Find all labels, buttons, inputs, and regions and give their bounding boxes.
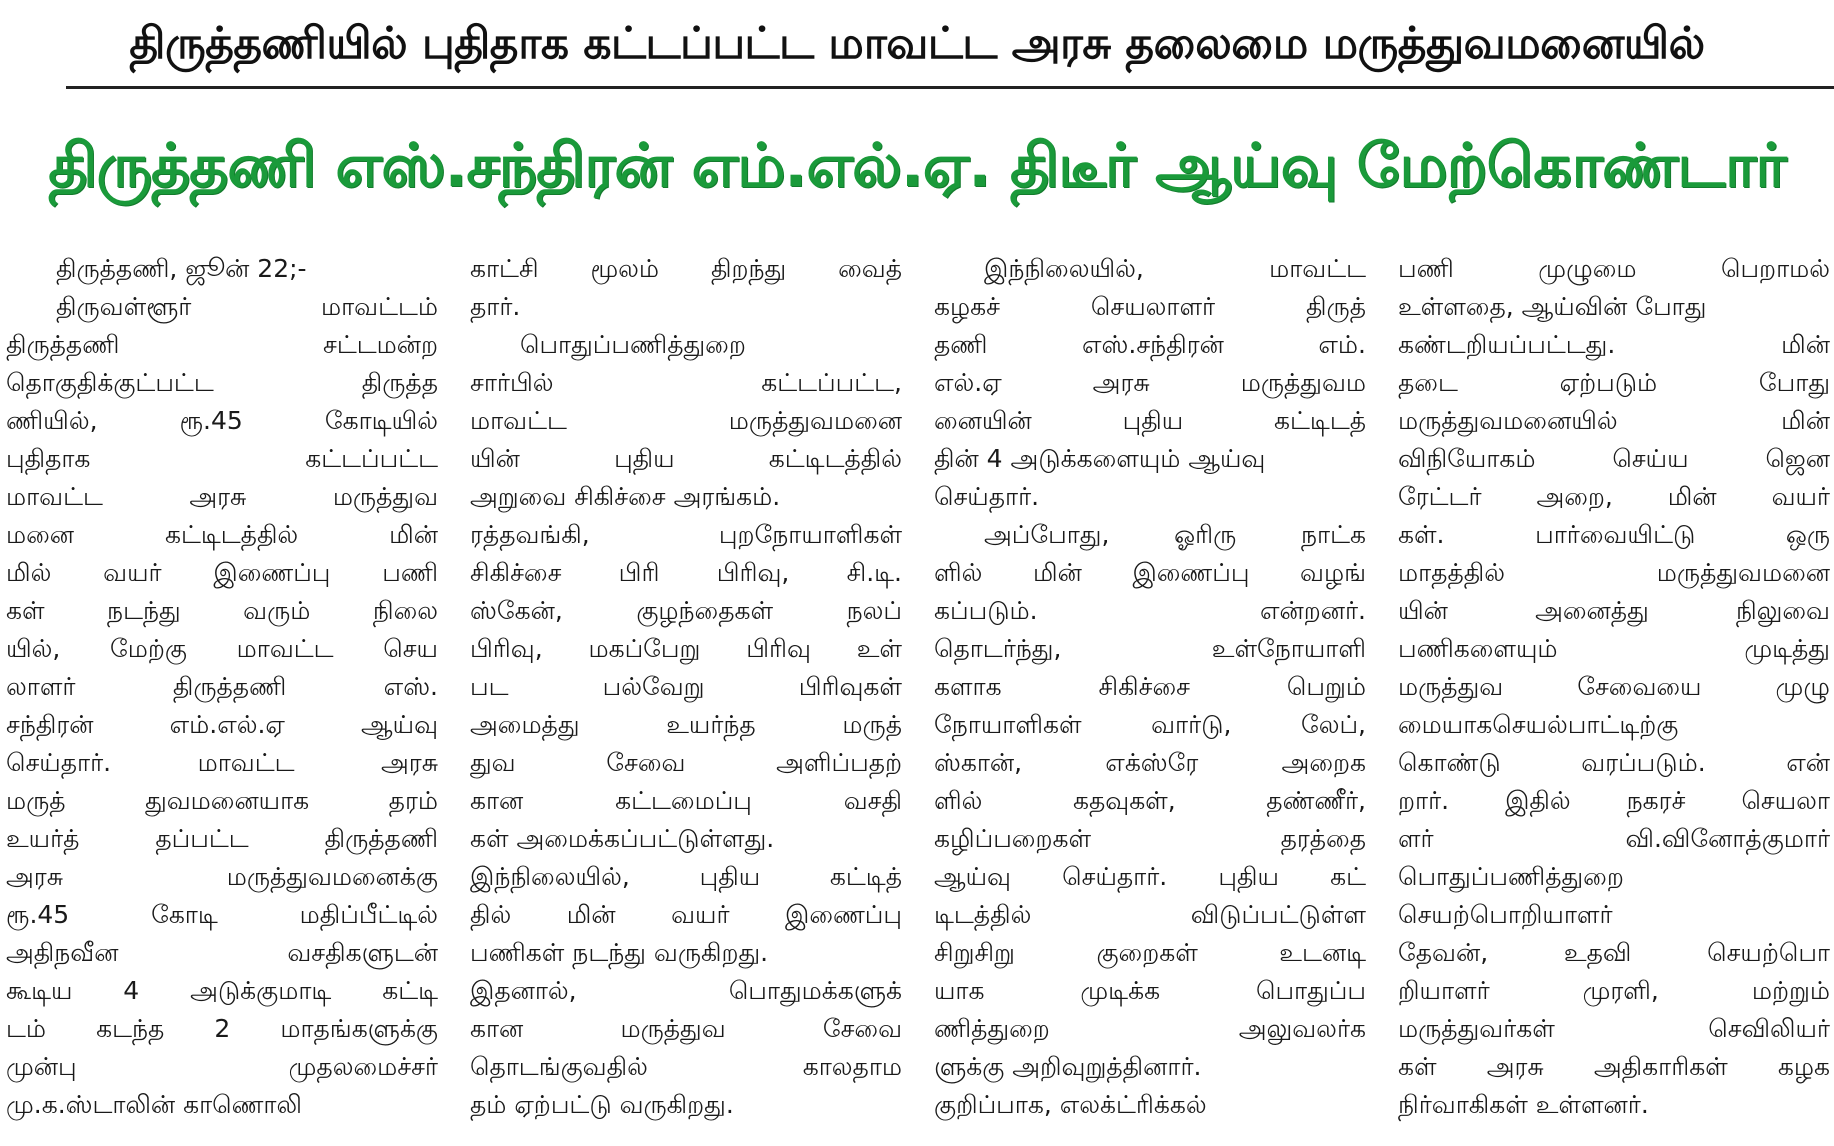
article-text-line: மனை கட்டிடத்தில் மின் [6, 520, 438, 549]
article-text-line: கான மருத்துவ சேவை [470, 1014, 902, 1043]
article-text-line: செய்தார். மாவட்ட அரசு [6, 748, 438, 777]
article-text-line: நிர்வாகிகள் உள்ளனர். [1398, 1090, 1649, 1119]
article-text-line: பட பல்வேறு பிரிவுகள் [470, 672, 902, 701]
article-text-line: தொகுதிக்குட்பட்ட திருத்த [6, 368, 438, 397]
article-column-4 [1398, 250, 1830, 1140]
article-text-line: மாதத்தில் மருத்துவமனை [1398, 558, 1830, 587]
article-text-line: யில், மேற்கு மாவட்ட செய [6, 634, 438, 663]
article-text-line: உயர்த் தப்பட்ட திருத்தணி [6, 824, 438, 853]
article-text-line: கள் அமைக்கப்பட்டுள்ளது. [470, 824, 775, 853]
article-text-line: தம் ஏற்பட்டு வருகிறது. [470, 1090, 734, 1119]
article-text-line: ளர் வி.வினோத்குமார் [1398, 824, 1830, 853]
article-text-line: கப்படும். என்றனர். [934, 596, 1366, 625]
article-text-line: முன்பு முதலமைச்சர் [6, 1052, 438, 1081]
article-text-line: தேவன், உதவி செயற்பொ [1398, 938, 1830, 967]
article-text-line: திருவள்ளூர் மாவட்டம் [56, 292, 438, 321]
article-text-line: பிரிவு, மகப்பேறு பிரிவு உள் [470, 634, 902, 663]
headline-divider [66, 86, 1834, 89]
article-text-line: ஸ்கேன், குழந்தைகள் நலப் [470, 596, 902, 625]
article-text-line: எல்.ஏ அரசு மருத்துவம [934, 368, 1366, 397]
article-text-line: கண்டறியப்பட்டது. மின் [1398, 330, 1830, 359]
article-text-line: துவ சேவை அளிப்பதற் [470, 748, 902, 777]
article-text-line: அமைத்து உயர்ந்த மருத் [470, 710, 902, 739]
article-column-1 [6, 250, 438, 1140]
article-text-line: தொடர்ந்து, உள்நோயாளி [934, 634, 1366, 663]
article-text-line: மருத்துவமனையில் மின் [1398, 406, 1830, 435]
article-text-line: பொதுப்பணித்துறை [1398, 862, 1624, 891]
article-text-line: ரத்தவங்கி, புறநோயாளிகள் [470, 520, 902, 549]
article-text-line: யின் அனைத்து நிலுவை [1398, 596, 1830, 625]
article-text-line: கள். பார்வையிட்டு ஒரு [1398, 520, 1830, 549]
article-text-line: இந்நிலையில், புதிய கட்டித் [470, 862, 902, 891]
article-text-line: டம் கடந்த 2 மாதங்களுக்கு [6, 1014, 438, 1043]
article-text-line: திருத்தணி, ஜூன் 22;- [56, 254, 307, 283]
article-text-line: அறுவை சிகிச்சை அரங்கம். [470, 482, 781, 511]
article-text-line: மாவட்ட அரசு மருத்துவ [6, 482, 438, 511]
article-text-line: தணி எஸ்.சந்திரன் எம். [934, 330, 1366, 359]
article-text-line: னையின் புதிய கட்டிடத் [934, 406, 1366, 435]
article-text-line: பணிகள் நடந்து வருகிறது. [470, 938, 769, 967]
article-text-line: தொடங்குவதில் காலதாம [470, 1052, 902, 1081]
article-text-line: சந்திரன் எம்.எல்.ஏ ஆய்வு [6, 710, 438, 739]
article-text-line: தடை ஏற்படும் போது [1398, 368, 1830, 397]
article-text-line: ளுக்கு அறிவுறுத்தினார். [934, 1052, 1202, 1081]
article-text-line: கான கட்டமைப்பு வசதி [470, 786, 902, 815]
article-text-line: மருத்துவர்கள் செவிலியர் [1398, 1014, 1830, 1043]
article-text-line: கழிப்பறைகள் தரத்தை [934, 824, 1366, 853]
article-text-line: தின் 4 அடுக்களையும் ஆய்வு [934, 444, 1266, 473]
article-text-line: மில் வயர் இணைப்பு பணி [6, 558, 438, 587]
article-text-line: களாக சிகிச்சை பெறும் [934, 672, 1366, 701]
article-text-line: தில் மின் வயர் இணைப்பு [470, 900, 902, 929]
article-text-line: கள் நடந்து வரும் நிலை [6, 596, 438, 625]
article-text-line: ரூ.45 கோடி மதிப்பீட்டில் [6, 900, 438, 929]
article-text-line: றியாளர் முரளி, மற்றும் [1398, 976, 1830, 1005]
article-text-line: விநியோகம் செய்ய ஜென [1398, 444, 1830, 473]
article-text-line: கொண்டு வரப்படும். என் [1398, 748, 1830, 777]
article-text-line: ரேட்டர் அறை, மின் வயர் [1398, 482, 1830, 511]
article-text-line: புதிதாக கட்டப்பட்ட [6, 444, 438, 473]
article-text-line: யின் புதிய கட்டிடத்தில் [470, 444, 902, 473]
article-text-line: உள்ளதை, ஆய்வின் போது [1398, 292, 1707, 321]
article-body [6, 250, 1830, 1140]
article-text-line: குறிப்பாக, எலக்ட்ரிக்கல் [934, 1090, 1207, 1119]
article-text-line: கூடிய 4 அடுக்குமாடி கட்டி [6, 976, 438, 1005]
article-column-3 [934, 250, 1366, 1140]
article-text-line: காட்சி மூலம் திறந்து வைத் [470, 254, 902, 283]
article-text-line: பொதுப்பணித்துறை [520, 330, 746, 359]
article-text-line: இந்நிலையில், மாவட்ட [984, 254, 1366, 283]
article-text-line: ளில் கதவுகள், தண்ணீர், [934, 786, 1366, 815]
article-text-line: ணித்துறை அலுவலர்க [934, 1014, 1366, 1043]
article-text-line: மையாகசெயல்பாட்டிற்கு [1398, 710, 1679, 739]
main-headline: திருத்தணி எஸ்.சந்திரன் எம்.எல்.ஏ. திடீர் ஆய்வு மேற்கொண்டார் [48, 131, 1786, 201]
article-text-line: நோயாளிகள் வார்டு, லேப், [934, 710, 1366, 739]
article-text-line: கள் அரசு அதிகாரிகள் கழக [1398, 1052, 1830, 1081]
article-text-line: ஆய்வு செய்தார். புதிய கட் [934, 862, 1366, 891]
article-text-line: மாவட்ட மருத்துவமனை [470, 406, 902, 435]
article-text-line: திருத்தணி சட்டமன்ற [6, 330, 438, 359]
article-text-line: அப்போது, ஓரிரு நாட்க [984, 520, 1366, 549]
article-text-line: றார். இதில் நகரச் செயலா [1398, 786, 1830, 815]
article-column-2 [470, 250, 902, 1140]
article-text-line: செயற்பொறியாளர் [1398, 900, 1613, 929]
article-text-line: பணி முழுமை பெறாமல் [1398, 254, 1830, 283]
article-text-line: மருத்துவ சேவையை முழு [1398, 672, 1830, 701]
article-text-line: யாக முடிக்க பொதுப்ப [934, 976, 1366, 1005]
article-text-line: லாளர் திருத்தணி எஸ். [6, 672, 438, 701]
article-text-line: தார். [470, 292, 521, 321]
article-text-line: மு.க.ஸ்டாலின் காணொலி [6, 1090, 302, 1119]
article-text-line: இதனால், பொதுமக்களுக் [470, 976, 902, 1005]
article-text-line: செய்தார். [934, 482, 1040, 511]
article-text-line: ஸ்கான், எக்ஸ்ரே அறைக [934, 748, 1366, 777]
article-text-line: கழகச் செயலாளர் திருத் [934, 292, 1366, 321]
article-text-line: சிறுசிறு குறைகள் உடனடி [934, 938, 1366, 967]
article-text-line: சார்பில் கட்டப்பட்ட, [470, 368, 902, 397]
article-text-line: பணிகளையும் முடித்து [1398, 634, 1830, 663]
article-text-line: டிடத்தில் விடுப்பட்டுள்ள [934, 900, 1366, 929]
article-text-line: ளில் மின் இணைப்பு வழங் [934, 558, 1366, 587]
article-text-line: ணியில், ரூ.45 கோடியில் [6, 406, 438, 435]
article-text-line: அதிநவீன வசதிகளுடன் [6, 938, 438, 967]
article-text-line: மருத் துவமனையாக தரம் [6, 786, 438, 815]
article-text-line: அரசு மருத்துவமனைக்கு [6, 862, 438, 891]
article-text-line: சிகிச்சை பிரி பிரிவு, சி.டி. [470, 558, 902, 587]
kicker-headline: திருத்தணியில் புதிதாக கட்டப்பட்ட மாவட்ட அரசு தலைமை மருத்துவமனையில் [129, 18, 1705, 69]
